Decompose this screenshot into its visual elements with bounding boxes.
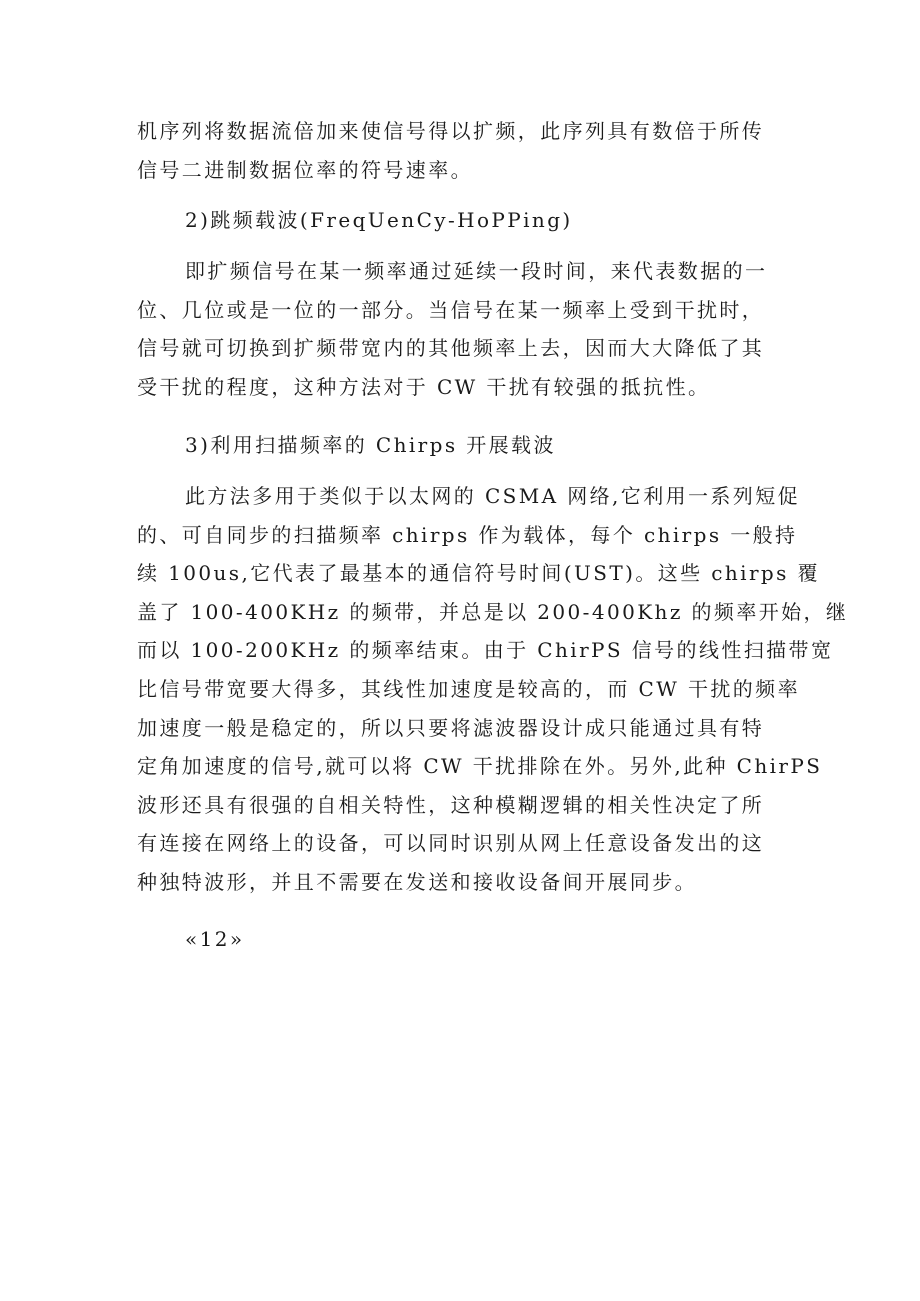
heading-chirps-carrier <box>137 426 787 465</box>
text-line: 波形还具有很强的自相关特性，这种模糊逻辑的相关性决定了所 <box>137 792 765 817</box>
text-line: 信号二进制数据位率的符号速率。 <box>137 157 473 182</box>
section-heading: 2)跳频载波(FreqUenCy-HoPPing) <box>185 208 573 232</box>
text-line: 即扩频信号在某一频率通过延续一段时间，来代表数据的一 <box>185 259 768 283</box>
text-line: 加速度一般是稳定的，所以只要将滤波器设计成只能通过具有特 <box>137 715 765 740</box>
paragraph-frequency-hopping <box>137 252 787 406</box>
text-line: 有连接在网络上的设备，可以同时识别从网上任意设备发出的这 <box>137 831 765 856</box>
paragraph-chirps-carrier <box>137 477 849 902</box>
text-line: 位、几位或是一位的一部分。当信号在某一频率上受到干扰时， <box>137 297 765 322</box>
text-line: 而以 100-200KHz 的频率结束。由于 ChirPS 信号的线性扫描带宽 <box>137 638 834 663</box>
page-number-block <box>137 920 787 959</box>
text-line: 盖了 100-400KHz 的频带，并总是以 200-400Khz 的频率开始，继 <box>137 599 849 624</box>
text-line: 比信号带宽要大得多，其线性加速度是较高的，而 CW 干扰的频率 <box>137 676 800 701</box>
section-heading: 3)利用扫描频率的 Chirps 开展载波 <box>185 433 556 457</box>
page-number: «12» <box>185 927 245 951</box>
text-line: 种独特波形，并且不需要在发送和接收设备间开展同步。 <box>137 869 697 894</box>
text-line: 信号就可切换到扩频带宽内的其他频率上去，因而大大降低了其 <box>137 336 765 361</box>
heading-frequency-hopping <box>137 201 787 240</box>
text-line: 的、可自同步的扫描频率 chirps 作为载体，每个 chirps 一般持 <box>137 522 798 547</box>
paragraph-spread-spectrum-continued <box>137 112 787 189</box>
text-line: 此方法多用于类似于以太网的 CSMA 网络,它利用一系列短促 <box>185 484 800 508</box>
text-line: 机序列将数据流倍加来使信号得以扩频，此序列具有数倍于所传 <box>137 119 765 143</box>
text-line: 定角加速度的信号,就可以将 CW 干扰排除在外。另外,此种 ChirPS <box>137 754 823 779</box>
text-line: 受干扰的程度，这种方法对于 CW 干扰有较强的抵抗性。 <box>137 374 711 399</box>
text-line: 续 100us,它代表了最基本的通信符号时间(UST)。这些 chirps 覆 <box>137 561 820 586</box>
